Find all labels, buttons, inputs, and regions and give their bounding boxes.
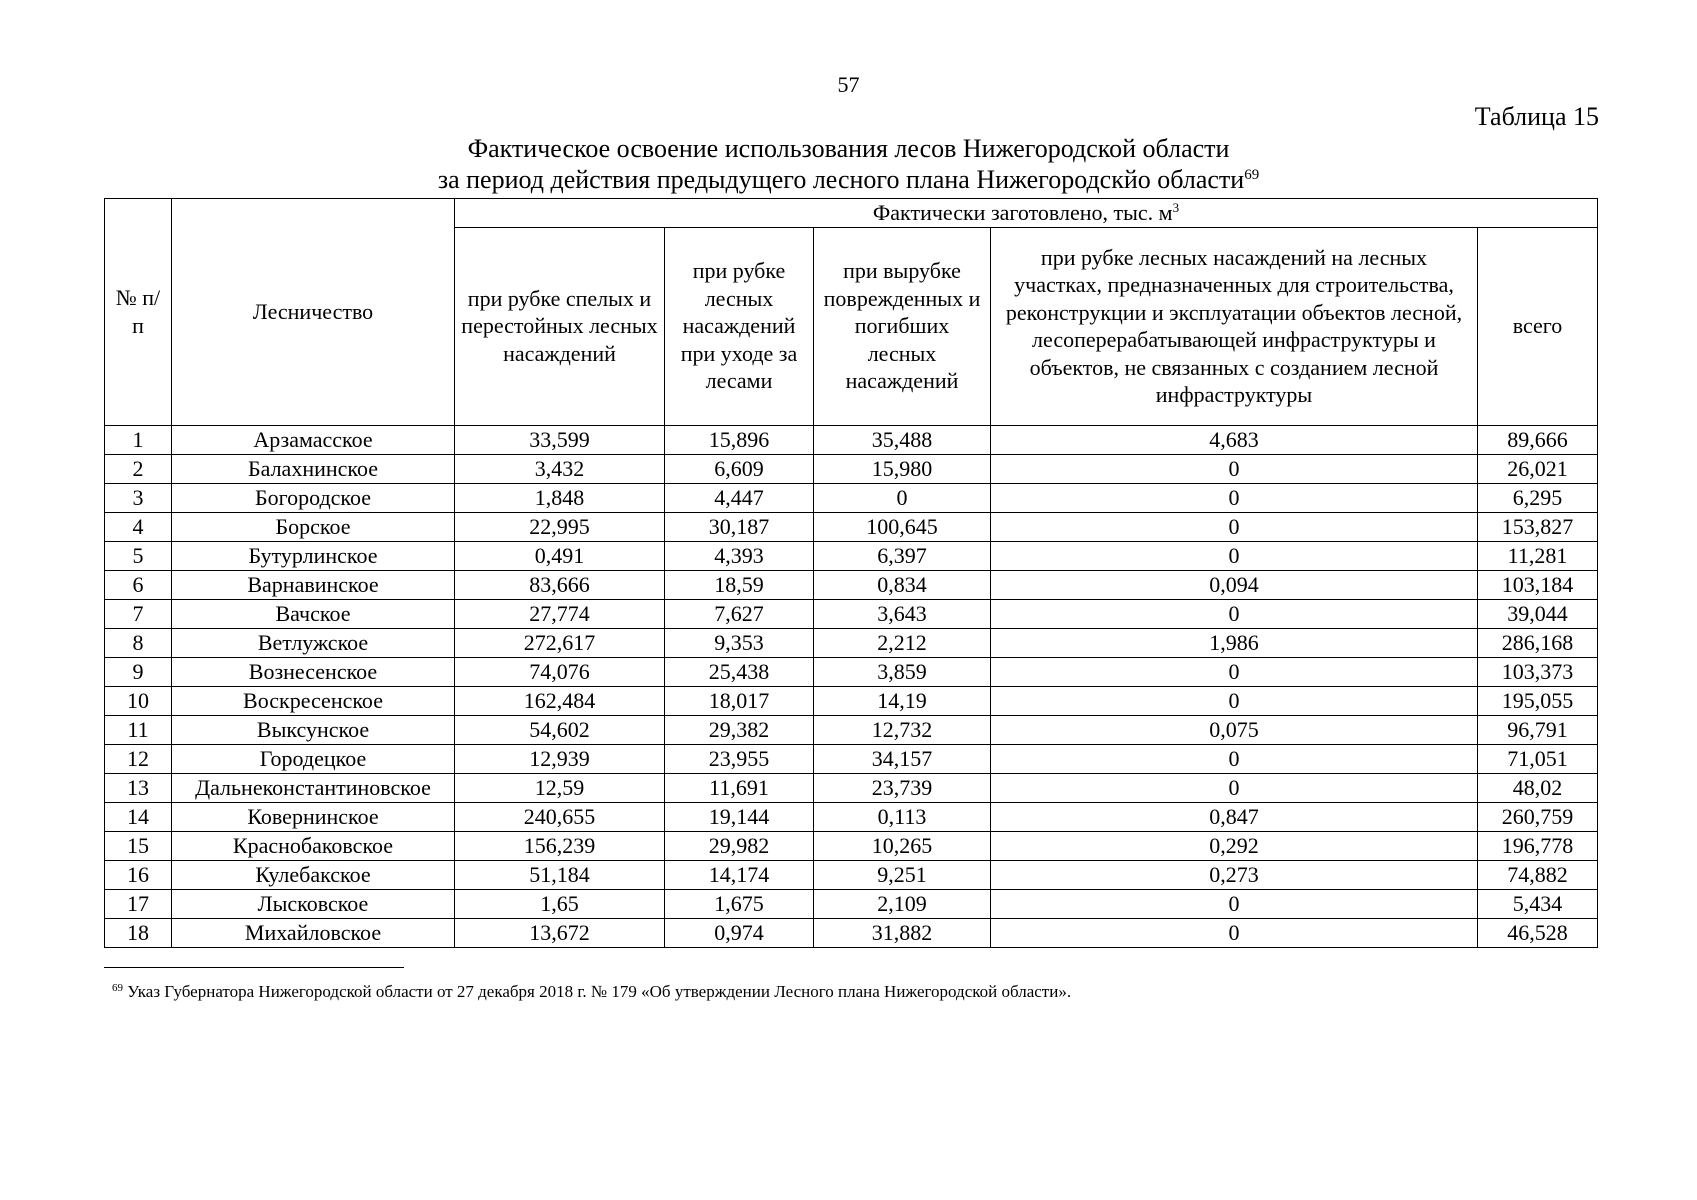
footnote [112,982,1071,1002]
cell-infrastructure-felling: 0 [991,889,1478,918]
cell-total: 39,044 [1478,599,1598,628]
cell-forestry: Выксунское [172,715,455,744]
table-row [105,686,1598,715]
table-row [105,657,1598,686]
table-row [105,802,1598,831]
table-row [105,860,1598,889]
cell-infrastructure-felling: 0,273 [991,860,1478,889]
cell-number: 13 [105,773,172,802]
cell-number: 9 [105,657,172,686]
table-row [105,715,1598,744]
cell-damaged-felling: 3,859 [814,657,991,686]
cell-number: 1 [105,425,172,454]
cell-infrastructure-felling: 0,075 [991,715,1478,744]
cell-infrastructure-felling: 0,292 [991,831,1478,860]
cell-number: 17 [105,889,172,918]
cell-infrastructure-felling: 4,683 [991,425,1478,454]
cell-care-felling: 7,627 [665,599,814,628]
page-number: 57 [837,72,860,97]
footnote-reference: 69 [1244,167,1260,183]
cell-care-felling: 9,353 [665,628,814,657]
table-label: Таблица 15 [1474,102,1599,131]
table-row [105,918,1598,947]
header-mature-felling: при рубке спелых и перестойных лесных насаждений [455,227,665,425]
cell-number: 6 [105,570,172,599]
cell-number: 16 [105,860,172,889]
cell-infrastructure-felling: 0 [991,744,1478,773]
forest-harvest-table [104,198,1598,948]
cell-mature-felling: 162,484 [455,686,665,715]
header-infrastructure-felling: при рубке лесных насаждений на лесных участках, предназначенных для строительства, реконструкции и эксплуатации объектов лесной, лесоперерабатывающей инфраструктуры и объектов, не связанных с созданием лесной инфраструктуры [991,227,1478,425]
cell-number: 12 [105,744,172,773]
cell-damaged-felling: 9,251 [814,860,991,889]
cell-number: 8 [105,628,172,657]
cell-mature-felling: 156,239 [455,831,665,860]
header-number: № п/п [105,199,172,426]
cell-infrastructure-felling: 0 [991,773,1478,802]
title-line-2 [0,164,1697,195]
header-damaged-felling: при вырубке поврежденных и погибших лесных насаждений [814,227,991,425]
table-body [105,425,1598,947]
cell-damaged-felling: 0 [814,483,991,512]
cell-total: 11,281 [1478,541,1598,570]
cell-infrastructure-felling: 0 [991,454,1478,483]
cell-mature-felling: 51,184 [455,860,665,889]
cell-mature-felling: 1,65 [455,889,665,918]
cell-number: 15 [105,831,172,860]
cell-forestry: Балахнинское [172,454,455,483]
cell-infrastructure-felling: 1,986 [991,628,1478,657]
cell-number: 14 [105,802,172,831]
cell-number: 7 [105,599,172,628]
cell-mature-felling: 74,076 [455,657,665,686]
cell-infrastructure-felling: 0,847 [991,802,1478,831]
cell-number: 11 [105,715,172,744]
cell-damaged-felling: 100,645 [814,512,991,541]
cell-damaged-felling: 12,732 [814,715,991,744]
cell-total: 5,434 [1478,889,1598,918]
cell-total: 71,051 [1478,744,1598,773]
cell-forestry: Борское [172,512,455,541]
table-row [105,483,1598,512]
cell-damaged-felling: 0,113 [814,802,991,831]
cell-damaged-felling: 34,157 [814,744,991,773]
cell-damaged-felling: 23,739 [814,773,991,802]
cell-mature-felling: 22,995 [455,512,665,541]
table-row [105,599,1598,628]
cell-care-felling: 4,393 [665,541,814,570]
cell-care-felling: 6,609 [665,454,814,483]
cell-damaged-felling: 6,397 [814,541,991,570]
cell-mature-felling: 83,666 [455,570,665,599]
cell-damaged-felling: 14,19 [814,686,991,715]
cell-total: 26,021 [1478,454,1598,483]
cell-forestry: Михайловское [172,918,455,947]
cell-total: 48,02 [1478,773,1598,802]
cell-mature-felling: 0,491 [455,541,665,570]
cell-infrastructure-felling: 0,094 [991,570,1478,599]
cell-damaged-felling: 31,882 [814,918,991,947]
cell-mature-felling: 12,59 [455,773,665,802]
title-line-2-text: за период действия предыдущего лесного плана Нижегородскйо области [437,165,1245,194]
cell-infrastructure-felling: 0 [991,512,1478,541]
cell-forestry: Бутурлинское [172,541,455,570]
cell-mature-felling: 54,602 [455,715,665,744]
cell-care-felling: 23,955 [665,744,814,773]
cell-total: 286,168 [1478,628,1598,657]
table-row [105,425,1598,454]
cell-mature-felling: 33,599 [455,425,665,454]
cell-total: 195,055 [1478,686,1598,715]
cell-care-felling: 11,691 [665,773,814,802]
table-row [105,512,1598,541]
cell-number: 2 [105,454,172,483]
cell-care-felling: 15,896 [665,425,814,454]
cell-damaged-felling: 3,643 [814,599,991,628]
cell-forestry: Воскресенское [172,686,455,715]
cell-forestry: Ветлужское [172,628,455,657]
cell-total: 103,184 [1478,570,1598,599]
cell-number: 18 [105,918,172,947]
cell-forestry: Городецкое [172,744,455,773]
cell-number: 10 [105,686,172,715]
table-row [105,831,1598,860]
cell-forestry: Краснобаковское [172,831,455,860]
cell-damaged-felling: 15,980 [814,454,991,483]
cell-care-felling: 29,382 [665,715,814,744]
cell-infrastructure-felling: 0 [991,541,1478,570]
table-row [105,889,1598,918]
cell-total: 260,759 [1478,802,1598,831]
cell-infrastructure-felling: 0 [991,657,1478,686]
table-row [105,773,1598,802]
cell-care-felling: 30,187 [665,512,814,541]
cell-mature-felling: 1,848 [455,483,665,512]
cell-care-felling: 0,974 [665,918,814,947]
cell-care-felling: 14,174 [665,860,814,889]
cell-damaged-felling: 35,488 [814,425,991,454]
cell-total: 46,528 [1478,918,1598,947]
table-header [105,199,1598,426]
table-row [105,541,1598,570]
cell-forestry: Ковернинское [172,802,455,831]
cell-total: 74,882 [1478,860,1598,889]
cell-mature-felling: 27,774 [455,599,665,628]
header-harvested-group: Фактически заготовлено, тыс. $м^3$ [455,199,1598,228]
table-row [105,628,1598,657]
cell-infrastructure-felling: 0 [991,686,1478,715]
cell-total: 153,827 [1478,512,1598,541]
cell-mature-felling: 272,617 [455,628,665,657]
unit-exponent: 3 [1172,200,1180,215]
cell-damaged-felling: 0,834 [814,570,991,599]
cell-forestry: Лысковское [172,889,455,918]
header-forestry: Лесничество [172,199,455,426]
footnote-divider [104,967,404,968]
cell-total: 6,295 [1478,483,1598,512]
cell-infrastructure-felling: 0 [991,918,1478,947]
cell-damaged-felling: 2,109 [814,889,991,918]
cell-forestry: Кулебакское [172,860,455,889]
header-care-felling: при рубке лесных насаждений при уходе за лесами [665,227,814,425]
cell-care-felling: 25,438 [665,657,814,686]
cell-forestry: Вачское [172,599,455,628]
cell-total: 89,666 [1478,425,1598,454]
cell-forestry: Богородское [172,483,455,512]
cell-mature-felling: 13,672 [455,918,665,947]
footnote-text: Указ Губернатора Нижегородской области от 27 декабря 2018 г. № 179 «Об утверждении Лесного плана Нижегородской области». [123,982,1072,1001]
cell-forestry: Арзамасское [172,425,455,454]
cell-damaged-felling: 10,265 [814,831,991,860]
cell-damaged-felling: 2,212 [814,628,991,657]
table-row [105,570,1598,599]
cell-care-felling: 18,017 [665,686,814,715]
cell-number: 4 [105,512,172,541]
table-row [105,454,1598,483]
cell-forestry: Дальнеконстантиновское [172,773,455,802]
table-row [105,744,1598,773]
cell-care-felling: 29,982 [665,831,814,860]
cell-forestry: Вознесенское [172,657,455,686]
cell-infrastructure-felling: 0 [991,483,1478,512]
cell-forestry: Варнавинское [172,570,455,599]
cell-care-felling: 18,59 [665,570,814,599]
cell-mature-felling: 3,432 [455,454,665,483]
cell-mature-felling: 12,939 [455,744,665,773]
cell-care-felling: 4,447 [665,483,814,512]
table-title [0,133,1697,195]
cell-mature-felling: 240,655 [455,802,665,831]
cell-total: 103,373 [1478,657,1598,686]
cell-total: 196,778 [1478,831,1598,860]
header-total: всего [1478,227,1598,425]
title-line-1: Фактическое освоение использования лесов Нижегородской области [467,134,1230,163]
cell-care-felling: 19,144 [665,802,814,831]
cell-care-felling: 1,675 [665,889,814,918]
cell-infrastructure-felling: 0 [991,599,1478,628]
cell-number: 3 [105,483,172,512]
cell-number: 5 [105,541,172,570]
cell-total: 96,791 [1478,715,1598,744]
footnote-mark: 69 [112,982,123,994]
